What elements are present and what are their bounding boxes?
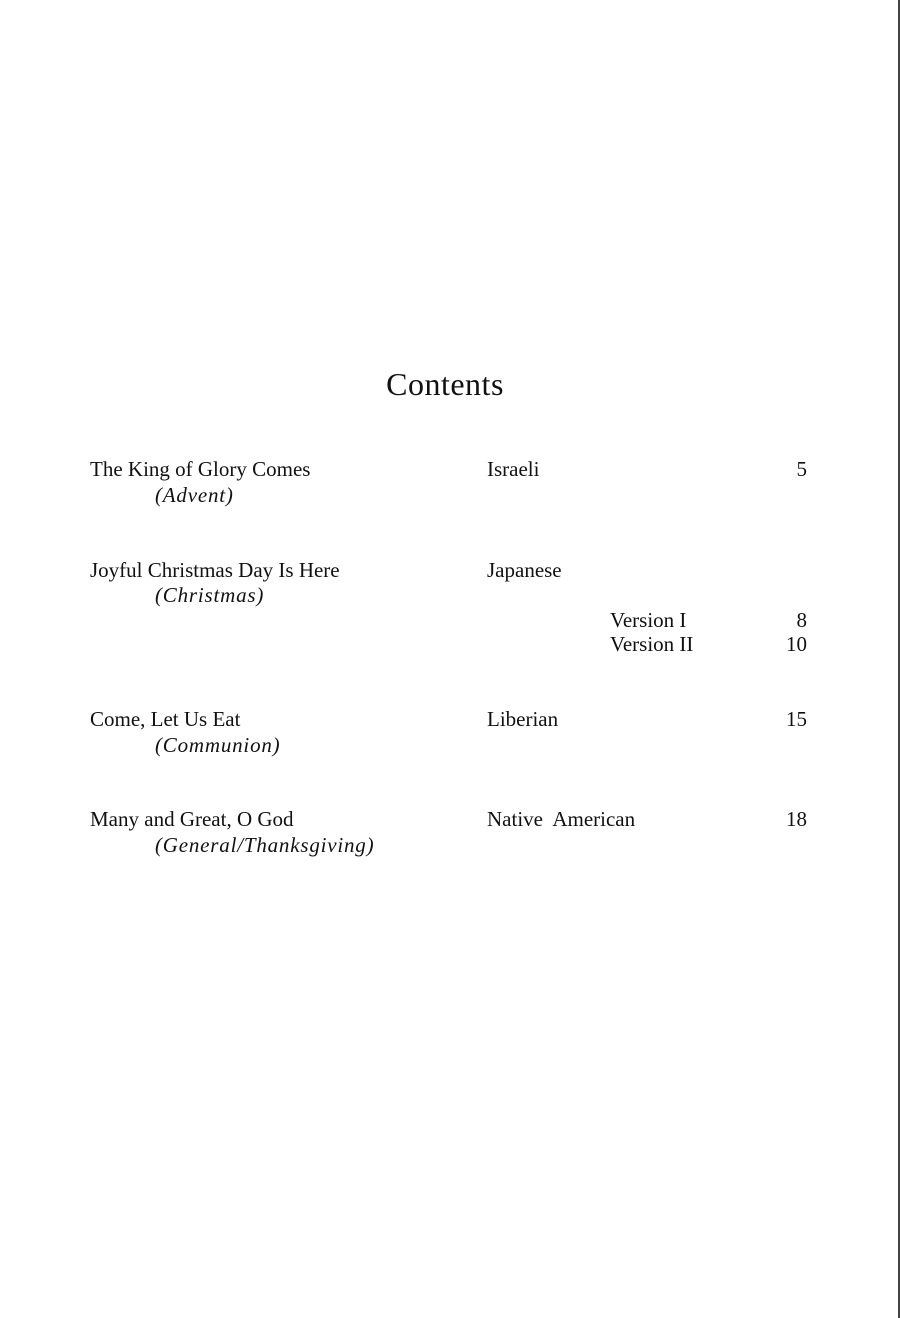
entry-origin: Native American [487, 807, 636, 831]
page-title: Contents [386, 366, 504, 402]
entry-page-number: 18 [786, 807, 807, 831]
entry-origin: Israeli [487, 457, 540, 481]
entry-title: Many and Great, O God [90, 807, 294, 831]
entry-title: Come, Let Us Eat [90, 707, 241, 731]
entry-occasion: (Advent) [155, 483, 234, 507]
version-page-number: 10 [786, 632, 807, 656]
entry-origin: Japanese [487, 558, 562, 582]
entry-origin: Liberian [487, 707, 559, 731]
entry-page-number: 5 [796, 457, 807, 481]
entry-occasion: (General/Thanksgiving) [155, 833, 375, 857]
entry-occasion: (Communion) [155, 733, 281, 757]
entry-title: Joyful Christmas Day Is Here [90, 558, 340, 582]
version-label: Version I [610, 608, 687, 632]
version-label: Version II [610, 632, 694, 656]
entry-occasion: (Christmas) [155, 583, 265, 607]
entry-title: The King of Glory Comes [90, 457, 311, 481]
version-page-number: 8 [796, 608, 807, 632]
entry-page-number: 15 [786, 707, 807, 731]
